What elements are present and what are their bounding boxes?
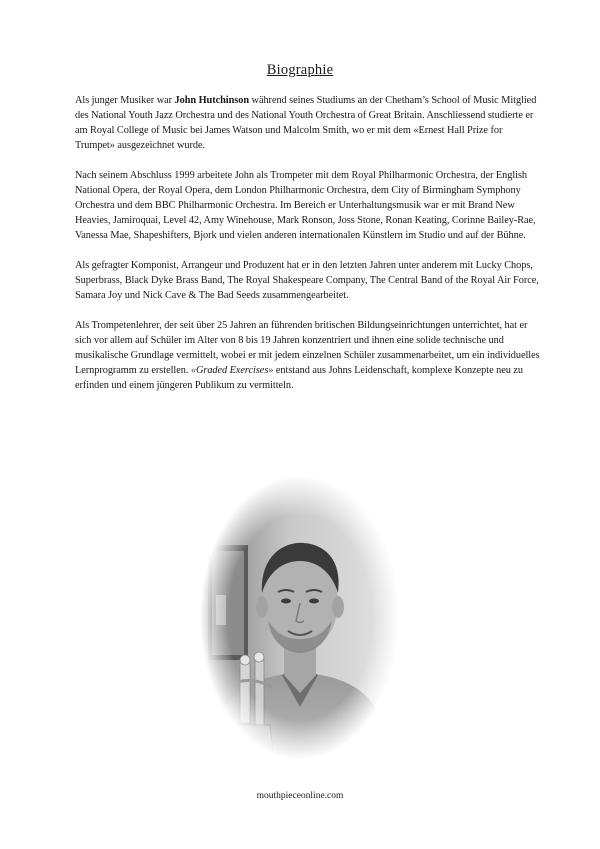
paragraph-teacher: [75, 318, 540, 393]
paragraph-text: während seines Studiums an der Chetham’s School of Music Mitglied des National Youth Jazz Orchestra und des National Youth Orchestra of Great Britain. Anschliessend studierte er am Royal College of Music bei James Watson und Malcolm Smith, wo er mit dem «Ernest Hall Prize for Trumpet» ausgezeichnet wurde.: [75, 95, 537, 151]
paragraph-composer: Als gefragter Komponist, Arrangeur und Produzent hat er in den letzten Jahren unter anderem mit Lucky Chops, Superbrass, Black Dyke Brass Band, The Royal Shakespeare Company, The Central Band of the Royal Air Force, Samara Joy und Nick Cave & The Bad Seeds zusammengearbeitet.: [75, 260, 539, 301]
paragraph-orchestras: Nach seinem Abschluss 1999 arbeitete John als Trompeter mit dem Royal Philharmonic Orchestra, der English National Opera, der Royal Opera, dem London Philharmonic Orchestra, dem City of Birmingham Symphony Orchestra und dem BBC Philharmonic Orchestra. Im Bereich er Unterhaltungsmusik war er mit Brand New Heavies, Jamiroquai, Level 42, Amy Winehouse, Mark Ronson, Joss Stone, Ronan Keating, Corinne Bailey-Rae, Vanessa Mae, Shapeshifters, Bjork und vielen anderen internationalen Künstlern im Studio und auf der Bühne.: [75, 170, 536, 241]
page-title: Biographie: [266, 62, 334, 78]
book-title: «Graded Exercises»: [190, 365, 274, 376]
portrait-photo: [200, 475, 400, 760]
paragraph-text: Als junger Musiker war: [75, 95, 175, 106]
paragraph-text: entstand aus Johns Leidenschaft, komplexe Konzepte neu zu erfinden und einem jüngeren Publikum zu vermitteln.: [75, 365, 523, 391]
paragraph-text: Als Trompetenlehrer, der seit über 25 Jahren an führenden britischen Bildungseinrichtungen unterrichtet, hat er sich vor allem auf Schüler im Alter von 8 bis 19 Jahren konzentriert und ihnen eine solide technische und musikalische Grundlage vermittelt, wobei er mit jedem einzelnen Schüler zusammenarbeitet, um ein individuelles Lernprogramm zu erstellen.: [75, 320, 540, 376]
biography-body: [75, 93, 540, 408]
footer-website: mouthpieceonline.com: [256, 791, 344, 801]
paragraph-early-career: [75, 93, 540, 153]
name-highlight: John Hutchinson: [174, 95, 250, 106]
